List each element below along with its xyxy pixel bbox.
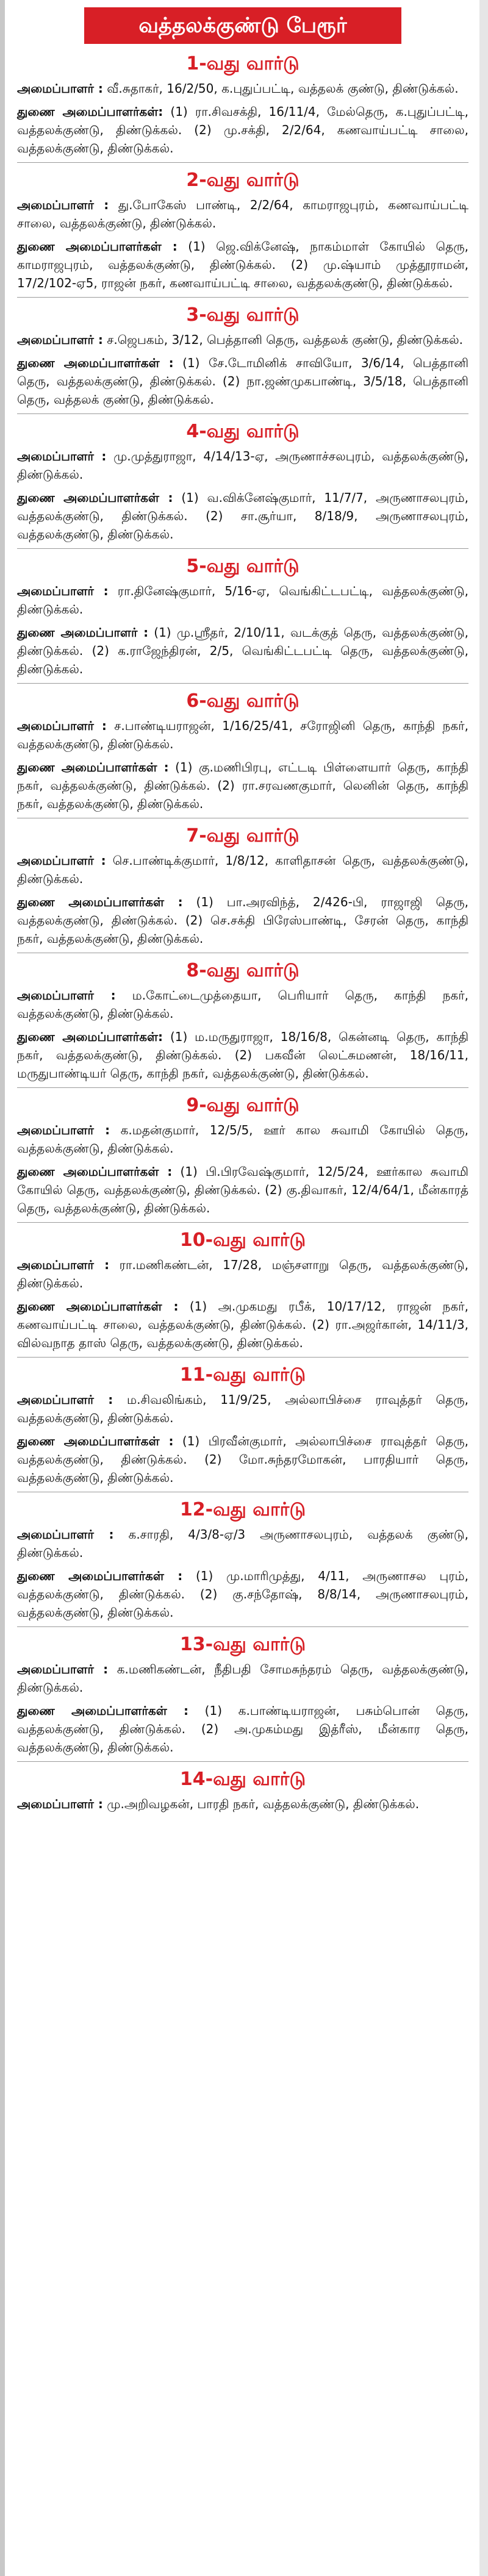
- entry-text: (1) க.பாண்டியராஜன், பசும்பொன் தெரு, வத்தலக்குண்டு, திண்டுக்கல். (2) அ.முகம்மது இத்ரீஸ், மீன்கார தெரு, வத்தலக்குண்டு, திண்டுக்கல்.: [17, 1703, 468, 1755]
- deputy-organizers-entry: [17, 1297, 468, 1352]
- organizer-entry: [17, 851, 468, 888]
- organizer-entry: [17, 79, 468, 98]
- section-divider: [17, 413, 468, 414]
- entry-text: (1) அ.முகமது ரபீக், 10/17/12, ராஜன் நகர், கணவாய்பட்டி சாலை, வத்தலக்குண்டு, திண்டுக்கல். (2) ரா.அஜர்கான், 14/11/3, வில்வநாத தாஸ் தெரு, வத்தலக்குண்டு, திண்டுக்கல்.: [17, 1299, 468, 1350]
- deputy-organizers-entry: [17, 623, 468, 678]
- ward-title: 6-வது வார்டு: [186, 690, 300, 712]
- section-divider: [17, 1761, 468, 1762]
- entry-label: அமைப்பாளர் :: [17, 1258, 110, 1272]
- entry-text: ச.ஜெபகம், 3/12, பெத்தானி தெரு, வத்தலக் குண்டு, திண்டுக்கல்.: [102, 332, 463, 347]
- section-divider: [17, 1357, 468, 1358]
- deputy-organizers-entry: [17, 893, 468, 948]
- section-divider: [17, 1087, 468, 1088]
- organizer-entry: [17, 582, 468, 618]
- entry-label: துணை அமைப்பாளர்கள்:: [17, 104, 163, 119]
- entry-label: துணை அமைப்பாளர்கள் :: [17, 1299, 179, 1314]
- ward-section: [17, 418, 468, 549]
- entry-label: துணை அமைப்பாளர்கள் :: [17, 1569, 183, 1583]
- entry-text: க.மதன்குமார், 12/5/5, ஊர் கால சுவாமி கோயில் தெரு, வத்தலக்குண்டு, திண்டுக்கல்.: [17, 1123, 468, 1156]
- section-divider: [17, 162, 468, 163]
- entry-text: (1) பிரவீன்குமார், அல்லாபிச்சை ராவுத்தர் தெரு, வத்தலக்குண்டு, திண்டுக்கல். (2) மோ.சுந்தரமோகன், பாரதியார் தெரு, வத்தலக்குண்டு, திண்டுக்கல்.: [17, 1434, 468, 1485]
- ward-title: 1-வது வார்டு: [186, 53, 300, 74]
- entry-label: அமைப்பாளர் :: [17, 718, 107, 733]
- entry-label: அமைப்பாளர் :: [17, 198, 109, 212]
- ward-title: 14-வது வார்டு: [179, 1769, 306, 1790]
- organizer-entry: [17, 196, 468, 232]
- ward-section: [17, 1361, 468, 1492]
- entry-text: செ.பாண்டிக்குமார், 1/8/12, காளிதாசன் தெரு, வத்தலக்குண்டு, திண்டுக்கல்.: [17, 853, 469, 886]
- entry-label: அமைப்பாளர் :: [17, 449, 107, 463]
- entry-text: (1) ரா.சிவசக்தி, 16/11/4, மேல்தெரு, க.புதுப்பட்டி, வத்தலக்குண்டு, திண்டுக்கல். (2) மு.சக்தி, 2/2/64, கணவாய்பட்டி சாலை, வத்தலக்குண்டு, திண்டுக்கல்.: [17, 104, 468, 156]
- deputy-organizers-entry: [17, 1567, 468, 1622]
- entry-text: ம.சிவலிங்கம், 11/9/25, அல்லாபிச்சை ராவுத்தர் தெரு, வத்தலக்குண்டு, திண்டுக்கல்.: [17, 1392, 468, 1425]
- section-divider: [17, 683, 468, 684]
- ward-section: [17, 1631, 468, 1762]
- article-column: [17, 0, 468, 1818]
- deputy-organizers-entry: [17, 1701, 468, 1756]
- entry-text: (1) வ.விக்னேஷ்குமார், 11/7/7, அருணாசலபுரம், வத்தலக்குண்டு, திண்டுக்கல். (2) சா.சூர்யா, 8/18/9, அருணாசலபுரம், வத்தலக்குண்டு, திண்டுக்கல்.: [17, 490, 468, 542]
- deputy-organizers-entry: [17, 1432, 468, 1487]
- deputy-organizers-entry: [17, 354, 468, 409]
- entry-label: துணை அமைப்பாளர்கள் :: [17, 895, 183, 909]
- entry-label: துணை அமைப்பாளர்கள் :: [17, 1703, 189, 1718]
- entry-label: துணை அமைப்பாளர் :: [17, 625, 149, 640]
- entry-label: துணை அமைப்பாளர்கள் :: [17, 490, 173, 505]
- entry-text: வீ.சுதாகர், 16/2/50, க.புதுப்பட்டி, வத்தலக் குண்டு, திண்டுக்கல்.: [102, 81, 459, 96]
- entry-label: அமைப்பாளர் :: [17, 1662, 109, 1676]
- ward-section: [17, 1226, 468, 1358]
- entry-text: ரா.மணிகண்டன், 17/28, மஞ்சளாறு தெரு, வத்தலக்குண்டு, திண்டுக்கல்.: [17, 1258, 468, 1290]
- ward-section: [17, 166, 468, 298]
- entry-text: க.சாரதி, 4/3/8-ஏ/3 அருணாசலபுரம், வத்தலக் குண்டு, திண்டுக்கல்.: [17, 1527, 468, 1560]
- ward-title: 5-வது வார்டு: [186, 556, 300, 577]
- entry-label: அமைப்பாளர் :: [17, 853, 106, 868]
- ward-title: 7-வது வார்டு: [186, 825, 300, 846]
- entry-label: அமைப்பாளர் :: [17, 81, 103, 96]
- organizer-entry: [17, 1390, 468, 1427]
- section-divider: [17, 1626, 468, 1627]
- section-divider: [17, 548, 468, 549]
- organizer-entry: [17, 1795, 468, 1813]
- entry-label: துணை அமைப்பாளர்கள் :: [17, 356, 174, 370]
- entry-label: துணை அமைப்பாளர்கள் :: [17, 1164, 173, 1179]
- deputy-organizers-entry: [17, 1028, 468, 1082]
- ward-title: 8-வது வார்டு: [186, 960, 300, 981]
- entry-text: (1) கு.மணிபிரபு, எட்டடி பிள்ளையார் தெரு, காந்தி நகர், வத்தலக்குண்டு, திண்டுக்கல். (2) ரா.சரவணகுமார், லெனின் தெரு, காந்தி நகர், வத்தலக்குண்டு, திண்டுக்கல்.: [17, 760, 468, 811]
- right-border: [479, 0, 488, 2576]
- entry-text: (1) பி.பிரவேஷ்குமார், 12/5/24, ஊர்கால சுவாமி கோயில் தெரு, வத்தலக்குண்டு, திண்டுக்கல். (2) கு.திவாகர், 12/4/64/1, மீன்காரத் தெரு, வத்தலக்குண்டு, திண்டுக்கல்.: [17, 1164, 468, 1215]
- ward-section: [17, 1092, 468, 1223]
- deputy-organizers-entry: [17, 758, 468, 813]
- ward-section: [17, 1766, 468, 1813]
- ward-title: 2-வது வார்டு: [186, 170, 300, 191]
- deputy-organizers-entry: [17, 488, 468, 543]
- entry-text: க.மணிகண்டன், நீதிபதி சோமசுந்தரம் தெரு, வத்தலக்குண்டு, திண்டுக்கல்.: [17, 1662, 468, 1695]
- ward-section: [17, 687, 468, 818]
- entry-text: ம.கோட்டைமுத்தையா, பெரியார் தெரு, காந்தி நகர், வத்தலக்குண்டு, திண்டுக்கல்.: [17, 988, 468, 1021]
- entry-text: (1) ஜெ.விக்னேஷ், நாகம்மாள் கோயில் தெரு, காமராஜபுரம், வத்தலக்குண்டு, திண்டுக்கல். (2) மு.ஷ்யாம் முத்தூராமன், 17/2/102-ஏ5, ராஜன் நகர், கணவாய்பட்டி சாலை, வத்தலக்குண்டு, திண்டுக்கல்.: [17, 239, 468, 290]
- entry-text: (1) மு.மாரிமுத்து, 4/11, அருணாசல புரம், வத்தலக்குண்டு, திண்டுக்கல். (2) கு.சந்தோஷ், 8/8/14, அருணாசலபுரம், வத்தலக்குண்டு, திண்டுக்கல்.: [17, 1569, 468, 1620]
- section-divider: [17, 297, 468, 298]
- deputy-organizers-entry: [17, 102, 468, 157]
- entry-label: அமைப்பாளர் :: [17, 1392, 113, 1407]
- ward-title: 10-வது வார்டு: [179, 1229, 306, 1251]
- ward-section: [17, 957, 468, 1088]
- ward-section: [17, 50, 468, 163]
- ward-section: [17, 822, 468, 953]
- entry-label: அமைப்பாளர் :: [17, 1797, 103, 1811]
- entry-text: (1) சே.டோமினிக் சாவியோ, 3/6/14, பெத்தானி தெரு, வத்தலக்குண்டு, திண்டுக்கல். (2) நா.ஜண்முகபாண்டி, 3/5/18, பெத்தானி தெரு, வத்தலக் குண்டு, திண்டுக்கல்.: [17, 356, 468, 407]
- organizer-entry: [17, 717, 468, 753]
- entry-label: அமைப்பாளர் :: [17, 988, 116, 1003]
- entry-text: (1) மு.ஸ்ரீதர், 2/10/11, வடக்குத் தெரு, வத்தலக்குண்டு, திண்டுக்கல். (2) க.ராஜேந்திரன், 2/5, வெங்கிட்டபட்டி தெரு, வத்தலக்குண்டு, திண்டுக்கல்.: [17, 625, 468, 676]
- section-divider: [17, 1222, 468, 1223]
- entry-label: அமைப்பாளர் :: [17, 1123, 110, 1137]
- entry-label: அமைப்பாளர் :: [17, 332, 103, 347]
- entry-label: அமைப்பாளர் :: [17, 584, 109, 598]
- entry-label: துணை அமைப்பாளர்கள் :: [17, 1434, 174, 1448]
- organizer-entry: [17, 986, 468, 1023]
- page-title: வத்தலக்குண்டு பேரூர்: [84, 7, 401, 44]
- ward-title: 9-வது வார்டு: [186, 1095, 300, 1116]
- entry-label: துணை அமைப்பாளர்கள்:: [17, 1029, 163, 1044]
- entry-text: ரா.தினேஷ்குமார், 5/16-ஏ, வெங்கிட்டபட்டி, வத்தலக்குண்டு, திண்டுக்கல்.: [17, 584, 469, 617]
- organizer-entry: [17, 1525, 468, 1562]
- ward-list: [17, 50, 468, 1813]
- entry-text: (1) ம.மருதுராஜா, 18/16/8, கென்னடி தெரு, காந்தி நகர், வத்தலக்குண்டு, திண்டுக்கல். (2) பகவீன் லெட்சுமணன், 18/16/11, மருதுபாண்டியர் தெரு, காந்தி நகர், வத்தலக்குண்டு, திண்டுக்கல்.: [17, 1029, 468, 1081]
- entry-label: துணை அமைப்பாளர்கள் :: [17, 239, 178, 254]
- entry-text: மு.அறிவழகன், பாரதி நகர், வத்தலக்குண்டு, திண்டுக்கல்.: [102, 1797, 420, 1811]
- entry-text: து.போகேஸ் பாண்டி, 2/2/64, காமராஜபுரம், கணவாய்பட்டி சாலை, வத்தலக்குண்டு, திண்டுக்கல்.: [17, 198, 469, 231]
- left-border: [0, 0, 5, 2576]
- entry-text: மு.முத்துராஜா, 4/14/13-ஏ, அருணாச்சலபுரம், வத்தலக்குண்டு, திண்டுக்கல்.: [17, 449, 469, 482]
- ward-section: [17, 553, 468, 684]
- organizer-entry: [17, 1121, 468, 1157]
- organizer-entry: [17, 447, 468, 484]
- deputy-organizers-entry: [17, 237, 468, 292]
- ward-title: 12-வது வார்டு: [179, 1499, 306, 1520]
- entry-text: (1) பா.அரவிந்த், 2/426-பி, ராஜாஜி தெரு, வத்தலக்குண்டு, திண்டுக்கல். (2) செ.சக்தி பிரேஸ்பாண்டி, சேரன் தெரு, காந்தி நகர், வத்தலக்குண்டு, திண்டுக்கல்.: [17, 895, 468, 946]
- organizer-entry: [17, 1660, 468, 1697]
- ward-title: 11-வது வார்டு: [179, 1364, 306, 1386]
- entry-text: ச.பாண்டியராஜன், 1/16/25/41, சரோஜினி தெரு, காந்தி நகர், வத்தலக்குண்டு, திண்டுக்கல்.: [17, 718, 468, 751]
- ward-title: 4-வது வார்டு: [186, 421, 300, 442]
- deputy-organizers-entry: [17, 1162, 468, 1217]
- ward-title: 13-வது வார்டு: [179, 1634, 306, 1655]
- organizer-entry: [17, 331, 468, 349]
- organizer-entry: [17, 1256, 468, 1292]
- ward-title: 3-வது வார்டு: [186, 304, 300, 326]
- ward-section: [17, 301, 468, 414]
- entry-label: துணை அமைப்பாளர்கள் :: [17, 760, 169, 775]
- ward-section: [17, 1496, 468, 1627]
- entry-label: அமைப்பாளர் :: [17, 1527, 114, 1542]
